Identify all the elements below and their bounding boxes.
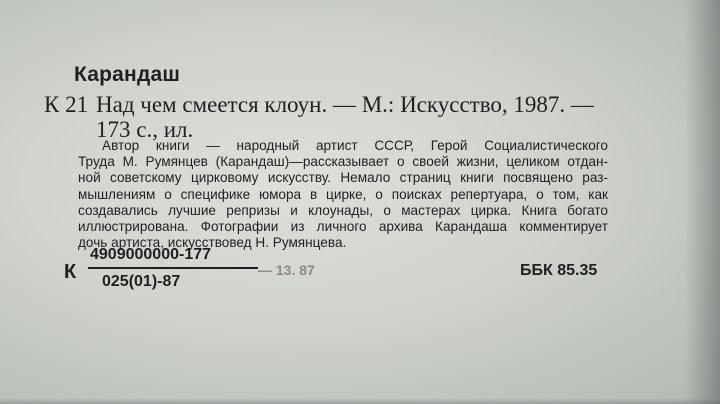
page-shadow	[684, 0, 720, 404]
annotation-line: Труда М. Румянцев (Карандаш)—рассказывает о своей жизни, целиком отдан-	[78, 154, 608, 170]
fraction-denominator: 025(01)-87	[102, 273, 181, 290]
library-index: К 21	[44, 92, 89, 117]
annotation-line: Автор книги — народный артист СССР, Герой Социалистического	[102, 138, 608, 153]
annotation-paragraph	[78, 138, 608, 251]
annotation-line: создавались лучшие репризы и клоунады, о мастерах цирка. Книга богато	[78, 202, 608, 218]
annotation-line: дочь артиста, искусствовед Н. Румянцева.	[78, 235, 347, 251]
publisher-code-fraction	[88, 246, 258, 291]
page-edge	[0, 398, 720, 404]
title-line-1: Над чем смеется клоун. — М.: Искусство, 1987. —	[96, 92, 594, 117]
bbk-code: ББК 85.35	[520, 262, 598, 279]
show-through-text	[270, 56, 410, 96]
k-letter: К	[64, 261, 77, 283]
annotation-line: иллюстрирована. Фотографии из личного архива Карандаша комментирует	[78, 219, 608, 235]
author-name: Карандаш	[74, 63, 181, 86]
price-fragment: — 13. 87	[258, 262, 315, 278]
annotation-line: ной советскому цирковому искусству. Немало страниц книги посвящено раз-	[78, 170, 608, 186]
fraction-numerator: 4909000000-177	[88, 246, 258, 269]
annotation-line: мышлениям о специфике юмора в цирке, о поисках репертуара, о том, как	[78, 186, 608, 202]
title-line-2: 173 с., ил.	[96, 117, 194, 142]
